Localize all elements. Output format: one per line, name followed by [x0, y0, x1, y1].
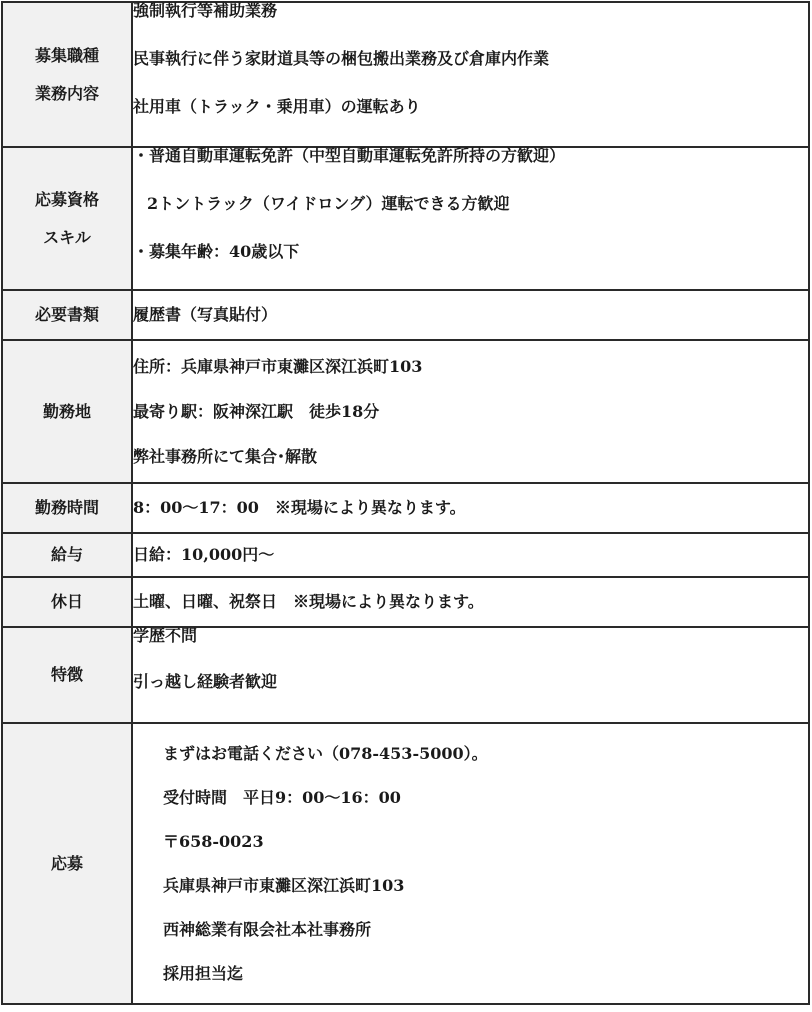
row-content-features — [132, 627, 809, 723]
label-line: 業務内容 — [34, 83, 99, 103]
label-line: 特徴 — [50, 665, 83, 684]
content-line: 〒658-0023 — [163, 831, 264, 851]
label-line: 勤務地 — [42, 401, 91, 421]
content-line: 8：00～17：00 ※現場により異なります。 — [133, 498, 466, 517]
row-label-job-type — [2, 2, 132, 147]
content-line: まずはお電話ください（078-453-5000）。 — [163, 743, 488, 763]
table-row-holidays — [2, 577, 809, 627]
label-line: 給与 — [50, 545, 83, 564]
table-row-features — [2, 627, 809, 723]
content-line: 土曜、日曜、祝祭日 ※現場により異なります。 — [133, 592, 484, 611]
row-content-salary — [132, 533, 809, 577]
row-label-apply — [2, 723, 132, 1004]
content-line: 学歴不問 — [133, 626, 198, 645]
row-label-documents — [2, 290, 132, 340]
content-line: 日給：10,000円～ — [133, 545, 275, 564]
content-line: 西神総業有限会社本社事務所 — [163, 919, 372, 939]
job-details-table — [1, 1, 810, 1005]
content-line: 住所：兵庫県神戸市東灘区深江浜町103 — [133, 356, 423, 376]
row-content-location — [132, 340, 809, 483]
label-line: 応募 — [50, 853, 83, 873]
content-line: ・募集年齢：40歳以下 — [133, 242, 300, 261]
content-line: 履歴書（写真貼付） — [133, 305, 278, 324]
content-line: 採用担当迄 — [163, 963, 244, 983]
table-row-job-type — [2, 2, 809, 147]
row-content-hours — [132, 483, 809, 533]
label-line: 勤務時間 — [34, 498, 99, 517]
table-row-documents — [2, 290, 809, 340]
row-label-hours — [2, 483, 132, 533]
label-line: 休日 — [50, 592, 83, 611]
content-line: 強制執行等補助業務 — [133, 1, 278, 20]
row-content-holidays — [132, 577, 809, 627]
row-content-documents — [132, 290, 809, 340]
row-label-salary — [2, 533, 132, 577]
row-label-holidays — [2, 577, 132, 627]
content-line: 引っ越し経験者歓迎 — [133, 672, 278, 691]
table-row-salary — [2, 533, 809, 577]
content-line: ・普通自動車運転免許（中型自動車運転免許所持の方歓迎） — [133, 146, 566, 165]
label-line: スキル — [43, 227, 91, 247]
table-row-qualifications — [2, 147, 809, 290]
label-line: 応募資格 — [34, 189, 99, 209]
content-line: 兵庫県神戸市東灘区深江浜町103 — [163, 875, 405, 895]
content-line: 2トントラック（ワイドロング）運転できる方歓迎 — [147, 194, 510, 213]
row-label-location — [2, 340, 132, 483]
content-line: 受付時間 平日9：00～16：00 — [163, 787, 401, 807]
table-row-apply — [2, 723, 809, 1004]
content-line: 民事執行に伴う家財道具等の梱包搬出業務及び倉庫内作業 — [133, 49, 550, 68]
label-line: 必要書類 — [34, 305, 99, 324]
row-label-features — [2, 627, 132, 723]
row-content-apply — [132, 723, 809, 1004]
row-content-qualifications — [132, 147, 809, 290]
table-row-location — [2, 340, 809, 483]
row-content-job-type — [132, 2, 809, 147]
content-line: 社用車（トラック・乗用車）の運転あり — [133, 97, 421, 116]
row-label-qualifications — [2, 147, 132, 290]
content-line: 弊社事務所にて集合･解散 — [133, 446, 318, 466]
table-row-hours — [2, 483, 809, 533]
content-line: 最寄り駅：阪神深江駅 徒歩18分 — [133, 401, 380, 421]
label-line: 募集職種 — [34, 45, 99, 65]
